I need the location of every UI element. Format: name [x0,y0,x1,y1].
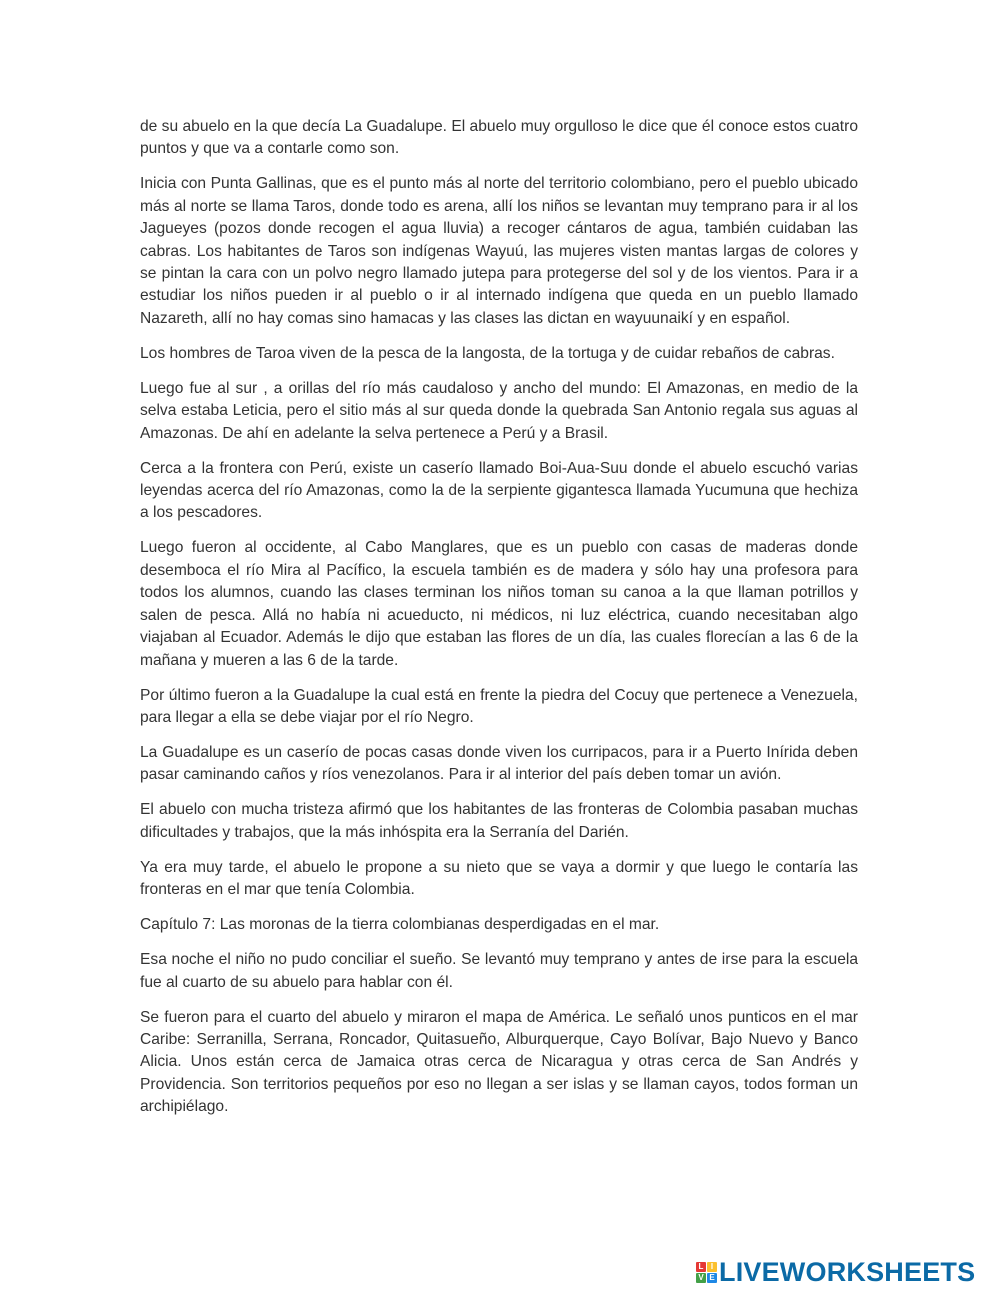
paragraph: Los hombres de Taroa viven de la pesca de la langosta, de la tortuga y de cuidar rebaños de cabras. [140,344,835,362]
logo-letter: V [696,1273,706,1283]
logo-letter: I [707,1262,717,1272]
paragraph: La Guadalupe es un caserío de pocas casas donde viven los curripacos, para ir a Puerto Inírida deben pasar caminando caños y ríos venezolanos. Para ir al interior del país deben tomar un avión. [140,743,858,784]
paragraph: Esa noche el niño no pudo conciliar el sueño. Se levantó muy temprano y antes de irse para la escuela fue al cuarto de su abuelo para hablar con él. [140,951,858,991]
paragraph: El abuelo con mucha tristeza afirmó que los habitantes de las fronteras de Colombia pasaban muchas dificultades y trabajos, que la más inhóspita era la Serranía del Darién. [140,801,858,841]
paragraph: Luego fue al sur , a orillas del río más caudaloso y ancho del mundo: El Amazonas, en medio de la selva estaba Leticia, pero el sitio más al sur queda donde la quebrada San Antonio regala sus aguas al Amazonas. De ahí en adelante la selva pertenece a Perú y a Brasil. [140,379,858,442]
logo-text: LIVEWORKSHEETS [719,1257,976,1287]
paragraph: Luego fueron al occidente, al Cabo Manglares, que es un pueblo con casas de maderas donde desemboca el río Mira al Pacífico, la escuela también es de madera y sólo hay una profesora para todos los alumnos, cuando las clases terminan los niños toman su canoa a la que llaman potrillos y salen de pesca. Allá no había ni acueducto, ni médicos, ni luz eléctrica, cuando necesitaban algo viajaban al Ecuador. Además le dijo que estaban las flores de un día, las cuales florecían a las 6 de la mañana y mueren a las 6 de la tarde. [140,539,858,669]
paragraph: Por último fueron a la Guadalupe la cual está en frente la piedra del Cocuy que pertenece a Venezuela, para llegar a ella se debe viajar por el río Negro. [140,686,858,726]
paragraph: de su abuelo en la que decía La Guadalupe. El abuelo muy orgulloso le dice que él conoce estos cuatro puntos y que va a contarle como son. [140,118,858,158]
document-body [140,116,858,1131]
paragraph: Ya era muy tarde, el abuelo le propone a su nieto que se vaya a dormir y que luego le contaría las fronteras en el mar que tenía Colombia. [140,858,858,899]
paragraph: Cerca a la frontera con Perú, existe un caserío llamado Boi-Aua-Suu donde el abuelo escuchó varias leyendas acerca del río Amazonas, como la de la serpiente gigantesca llamada Yucumuna que hechiza a los pescadores. [140,459,858,522]
chapter-heading: Capítulo 7: Las moronas de la tierra colombianas desperdigadas en el mar. [140,916,660,934]
logo-letter: L [696,1262,706,1272]
logo-letter: E [707,1273,717,1283]
liveworksheets-logo [696,1257,975,1287]
paragraph: Se fueron para el cuarto del abuelo y miraron el mapa de América. Le señaló unos punticos en el mar Caribe: Serranilla, Serrana, Roncador, Quitasueño, Alburquerque, Cayo Bolívar, Bajo Nuevo y Banco Alicia. Unos están cerca de Jamaica otras cerca de Nicaragua y otras cerca de San Andrés y Providencia. Son territorios pequeños por eso no llegan a ser islas y se llaman cayos, todos forman un archipiélago. [140,1008,858,1116]
liveworksheets-logo-icon [696,1262,717,1283]
paragraph: Inicia con Punta Gallinas, que es el punto más al norte del territorio colombiano, pero el pueblo ubicado más al norte se llama Taros, donde todo es arena, allí los niños se levantan muy temprano para ir al los Jagueyes (pozos donde recogen el agua lluvia) a recoger cántaros de agua, también cuidaban las cabras. Los habitantes de Taros son indígenas Wayuú, las mujeres visten mantas largas de colores y se pintan la cara con un polvo negro llamado jutepa para protegerse del sol y de los vientos. Para ir a estudiar los niños pueden ir al pueblo o ir al internado indígena que queda en un pueblo llamado Nazareth, allí no hay comas sino hamacas y las clases las dictan en wayuunaikí y en español. [140,175,858,327]
